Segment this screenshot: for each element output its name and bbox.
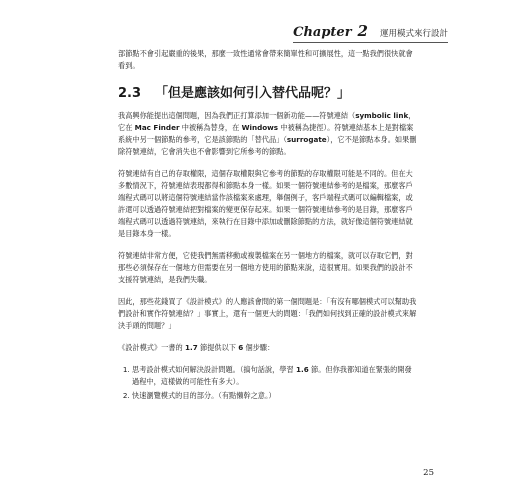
text-run: 個步驟： [243,343,275,352]
text-run: 節。但你我都知道在緊張的開發過程中，這樣做的可能性有多大）。 [132,365,412,386]
term-six: 6 [238,343,244,352]
text-run: ），它不是節點本身。如果刪除符號連結，它會消失也不會影響到它所參考的節點。 [118,135,417,156]
running-header [293,22,448,43]
paragraph-convenience: 符號連結非常方便，它使我們無需移動或複製檔案在另一個地方的檔案，就可以存取它們，對那些必須保存在一個地方但需要在另一個地方使用的節點來說，這很實用。如果我們的設計不支援符號連結，是我們失職。 [118,251,413,284]
chapter-word: Chapter [293,25,352,40]
text-run: 中被稱為替身，在 [179,123,242,132]
text-run: 《設計模式》一書的 [118,343,185,352]
term-mac-finder: Mac Finder [134,123,180,132]
paragraph-symbolic-link [118,110,418,158]
paragraph-access-rights: 符號連結有自己的存取權限，這個存取權限與它參考的節點的存取權限可能是不同的。但在大多數情況下，符號連結表現都得和節點本身一樣。如果一個符號連結參考的是檔案，那麼客戶端程式碼可以將這個符號連結當作該檔案來處理，舉個例子，客戶端程式碼可以編輯檔案，或許還可以透過符號連結把對檔案的變更保存起來。如果一個符號連結參考的是目錄，那麼客戶端程式碼可以透過符號連結，來執行在目錄中添加或刪除節點的方法，就好像這個符號連結就是目錄本身一樣。 [118,169,413,238]
text-run: 思考設計模式如何解決設計問題。（搞句話說，學習 [132,365,296,374]
chapter-title: 運用模式來行設計 [379,29,448,39]
page-body [118,48,418,404]
text-run: 中被稱為捷徑）。符號連結基本上是對檔案系統中另一個節點的參考，它是該節點的「替代品」（ [118,123,414,144]
text-run: 我高興你能提出這個問題，因為我們正打算添加一個新功能——符號連結（ [118,111,356,120]
list-item [132,364,418,388]
paragraph-question: 因此，那些花錢買了《設計模式》的人應該會問的第一個問題是：「有沒有哪個模式可以幫助我們設計和實作符號連結？」事實上，還有一個更大的問題：「我們如何找到正確的設計模式來解決手頭的問題？」 [118,297,417,330]
term-section-1-6: 1.6 [296,365,309,374]
text-run: 節提供以下 [197,343,239,352]
list-item [132,390,418,402]
page-number: 25 [423,468,434,478]
text-run: ，它在 [118,111,416,132]
term-section-1-7: 1.7 [184,343,198,352]
section-title: 「但是應該如何引入替代品呢？」 [155,86,351,101]
section-heading [118,88,418,100]
term-windows: Windows [241,123,279,132]
steps-list [118,364,418,402]
chapter-number: 2 [357,22,368,40]
paragraph-steps-intro [118,342,418,354]
term-symbolic-link: symbolic link [355,111,409,120]
term-surrogate: surrogate [286,135,327,144]
section-number: 2.3 [118,86,142,101]
text-run: 快速瀏覽模式的目的部分。（有點懶幹之意。） [132,391,276,400]
intro-paragraph: 部節點不會引起嚴重的後果，那麼一致性通常會帶來簡單性和可擴展性，這一點我們很快就會看到。 [118,49,413,70]
